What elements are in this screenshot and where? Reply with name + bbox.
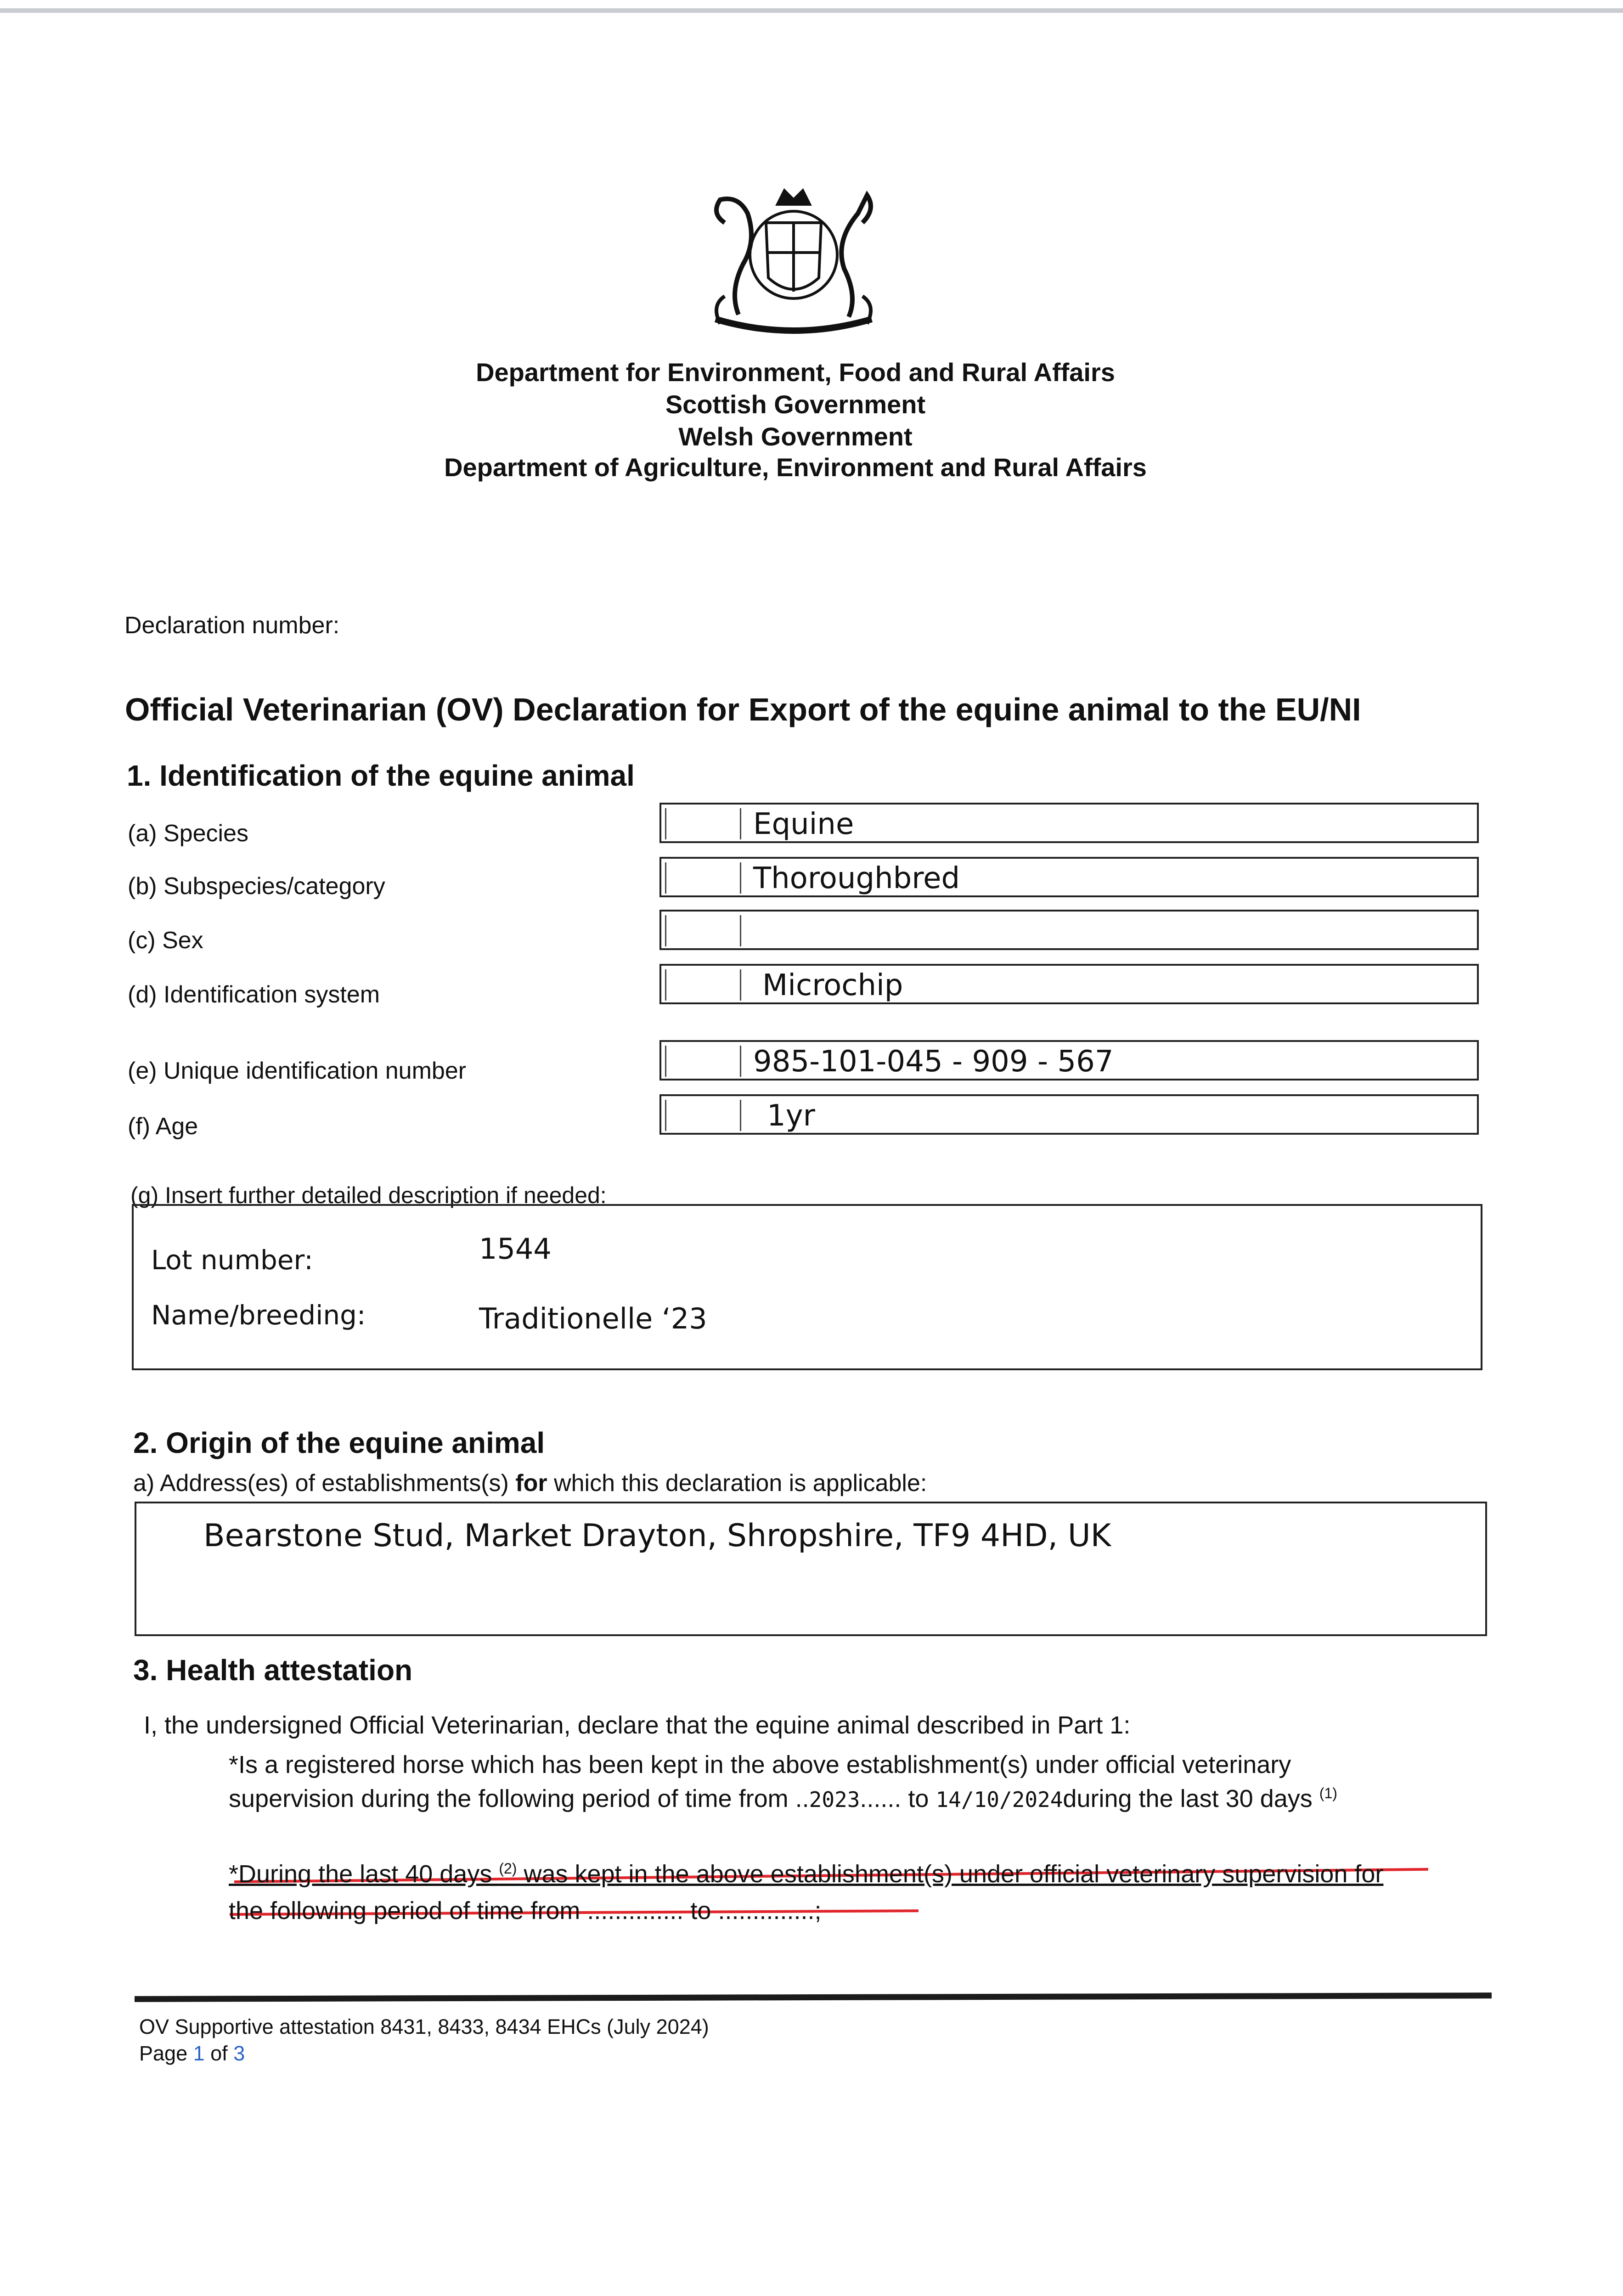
department-scottish-government: Scottish Government (665, 390, 926, 419)
identification-system-field[interactable] (659, 964, 1479, 1004)
para2-text-end: was kept in the above establishment(s) under official veterinary supervision for (517, 1860, 1384, 1888)
attestation-intro: I, the undersigned Official Veterinarian, declare that the equine animal described in Part 1: (144, 1711, 1131, 1739)
section-3-heading: 3. Health attestation (133, 1654, 413, 1687)
address-label-text: a) Address(es) of establishments(s) (133, 1470, 516, 1497)
lot-number-value: 1544 (479, 1232, 552, 1266)
attestation-para2-line2: the following period of time from .............. to ..............; (229, 1897, 822, 1925)
address-label-bold: for (515, 1470, 547, 1497)
royal-coat-of-arms-logo (697, 186, 890, 347)
para2-text: *During the last 40 days (229, 1860, 499, 1888)
section-1-heading: 1. Identification of the equine animal (127, 759, 635, 792)
identification-system-label: (d) Identification system (128, 981, 380, 1008)
scan-edge (0, 8, 1623, 13)
page-number (139, 2042, 245, 2065)
species-label: (a) Species (128, 820, 248, 847)
page-current: 1 (193, 2042, 205, 2065)
from-date-value: 2023 (809, 1787, 860, 1812)
document-title: Official Veterinarian (OV) Declaration for Export of the equine animal to the EU/NI (125, 692, 1361, 727)
age-label: (f) Age (128, 1113, 198, 1140)
footer-rule (135, 1992, 1492, 2002)
attestation-para1-line2 (229, 1784, 1337, 1813)
section-2-heading: 2. Origin of the equine animal (133, 1426, 545, 1459)
to-date-value: 14/10/2024 (935, 1787, 1063, 1812)
species-value: Equine (753, 807, 854, 841)
further-description-label: (g) Insert further detailed description if needed: (130, 1182, 607, 1208)
lot-number-label: Lot number: (151, 1244, 313, 1276)
declaration-number-label: Declaration number: (124, 612, 340, 639)
name-breeding-label: Name/breeding: (151, 1300, 366, 1331)
attestation-para2-line1 (229, 1860, 1383, 1888)
species-field[interactable] (659, 803, 1479, 843)
unique-id-value: 985-101-045 - 909 - 567 (753, 1045, 1114, 1079)
identification-system-value: Microchip (762, 968, 903, 1002)
sex-label: (c) Sex (128, 927, 203, 954)
footer-attestation: OV Supportive attestation 8431, 8433, 8434 EHCs (July 2024) (139, 2015, 709, 2038)
age-value: 1yr (767, 1099, 815, 1133)
name-breeding-value: Traditionelle ‘23 (479, 1302, 707, 1335)
para1-text: supervision during the following period of time from .. (229, 1785, 809, 1812)
subspecies-label: (b) Subspecies/category (128, 873, 385, 900)
address-value: Bearstone Stud, Market Drayton, Shropshire, TF9 4HD, UK (203, 1518, 1111, 1554)
page-prefix: Page (139, 2042, 193, 2065)
age-field[interactable] (659, 1094, 1479, 1135)
department-welsh-government: Welsh Government (678, 422, 913, 451)
para1-text-to: ...... to (860, 1785, 936, 1812)
unique-id-label: (e) Unique identification number (128, 1058, 467, 1084)
address-label (133, 1469, 927, 1497)
footnote-1: (1) (1319, 1785, 1337, 1801)
para1-text-end: during the last 30 days (1063, 1785, 1319, 1812)
footnote-2: (2) (499, 1860, 517, 1877)
department-defra: Department for Environment, Food and Rural Affairs (476, 358, 1115, 387)
subspecies-value: Thoroughbred (753, 861, 960, 895)
department-daera: Department of Agriculture, Environment and Rural Affairs (444, 453, 1147, 482)
attestation-para1-line1: *Is a registered horse which has been kept in the above establishment(s) under official veterinary (229, 1751, 1291, 1778)
page-of: of (204, 2042, 234, 2065)
page-total: 3 (233, 2042, 245, 2065)
further-description-box[interactable] (132, 1204, 1482, 1370)
address-label-text-end: which this declaration is applicable: (547, 1470, 927, 1497)
unique-id-field[interactable] (659, 1040, 1479, 1080)
subspecies-field[interactable] (659, 857, 1479, 897)
sex-field[interactable] (659, 910, 1479, 950)
